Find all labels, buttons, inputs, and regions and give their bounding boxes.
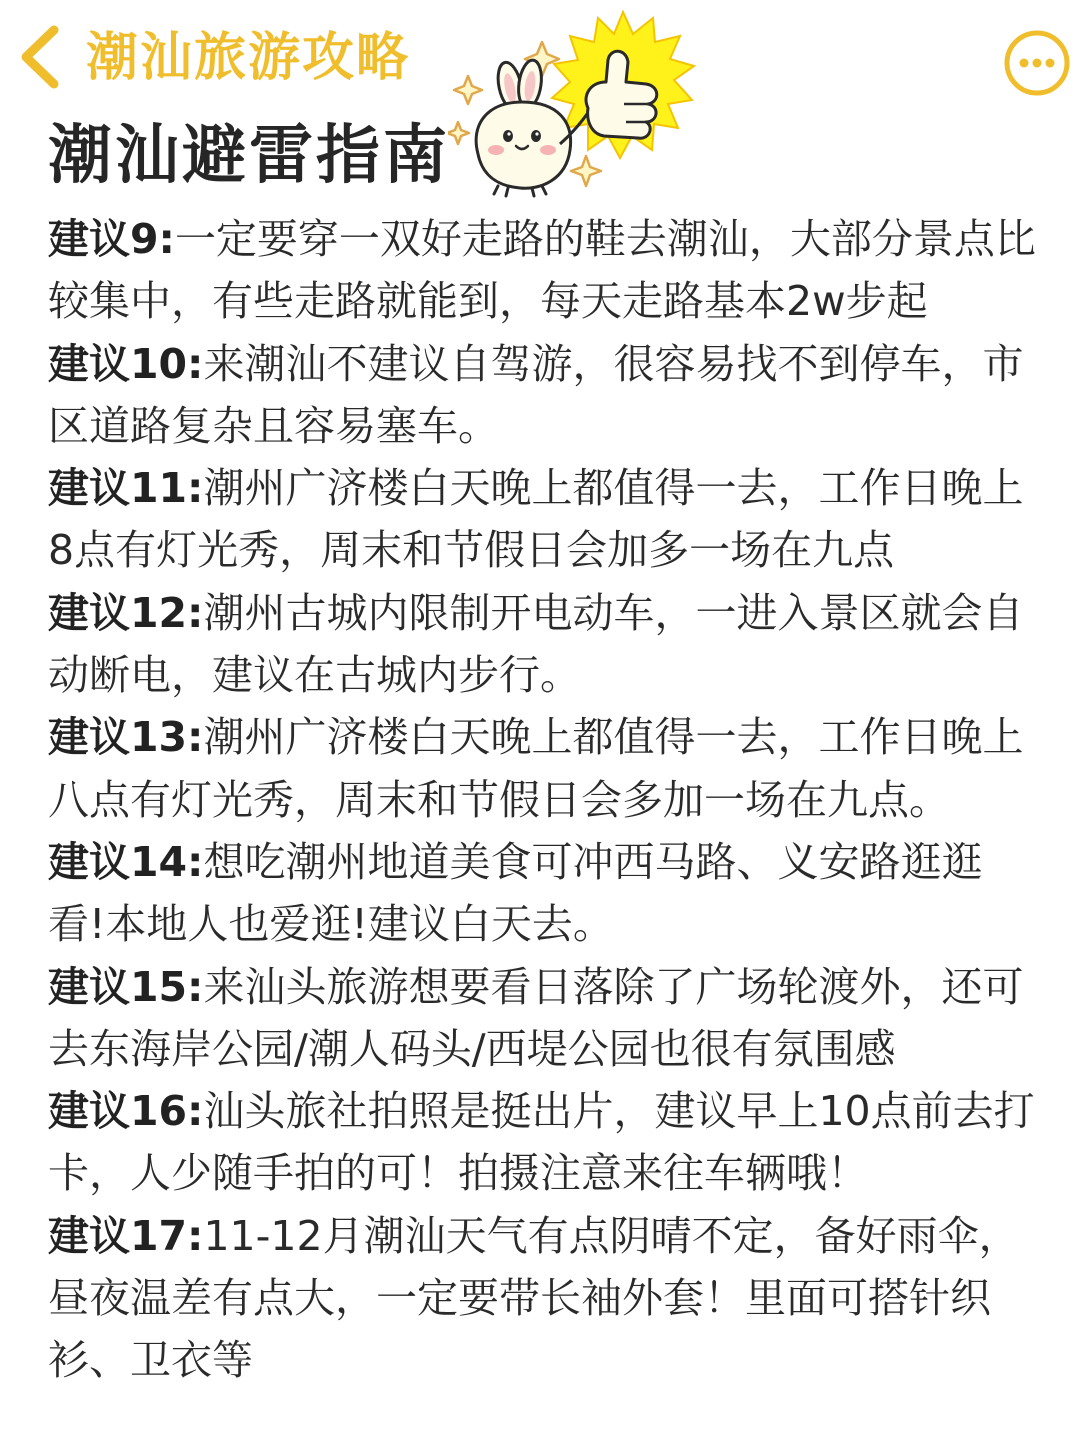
tip-label: 建议15: bbox=[48, 962, 204, 1011]
tip-text: 来潮汕不建议自驾游，很容易找不到停车，市区道路复杂且容易塞车。 bbox=[48, 339, 1024, 450]
tips-list bbox=[48, 208, 1038, 1392]
tip-item bbox=[48, 831, 1038, 956]
tip-text: 汕头旅社拍照是挺出片，建议早上10点前去打卡，人少随手拍的可！拍摄注意来往车辆哦！ bbox=[48, 1087, 1035, 1198]
tip-text: 来汕头旅游想要看日落除了广场轮渡外，还可去东海岸公园/潮人码头/西堤公园也很有氛围感 bbox=[48, 962, 1024, 1073]
tip-item bbox=[48, 333, 1038, 458]
tip-label: 建议9: bbox=[48, 215, 175, 263]
tip-text: 潮州广济楼白天晚上都值得一去，工作日晚上8点有灯光秀，周末和节假日会加多一场在九点 bbox=[48, 464, 1024, 575]
tip-text: 想吃潮州地道美食可冲西马路、义安路逛逛看!本地人也爱逛!建议白天去。 bbox=[48, 837, 983, 949]
tip-item bbox=[48, 582, 1038, 707]
nav-title: 潮汕旅游攻略 bbox=[86, 28, 411, 88]
tip-item bbox=[48, 956, 1038, 1081]
tip-label: 建议16: bbox=[48, 1087, 204, 1136]
tip-item bbox=[48, 1205, 1038, 1392]
tip-label: 建议11: bbox=[48, 464, 204, 513]
page-title: 潮汕避雷指南 bbox=[48, 119, 450, 193]
back-button[interactable] bbox=[14, 22, 68, 92]
tip-item bbox=[48, 1080, 1038, 1205]
tip-text: 潮州广济楼白天晚上都值得一去，工作日晚上八点有灯光秀，周末和节假日会多加一场在九点。 bbox=[48, 713, 1024, 824]
chevron-left-icon bbox=[14, 22, 68, 92]
tip-item bbox=[48, 457, 1038, 582]
tip-label: 建议13: bbox=[48, 713, 204, 762]
tip-item bbox=[48, 706, 1038, 831]
tip-text: 一定要穿一双好走路的鞋去潮汕，大部分景点比较集中，有些走路就能到，每天走路基本2w步起 bbox=[48, 215, 1036, 326]
tip-text: 潮州古城内限制开电动车，一进入景区就会自动断电，建议在古城内步行。 bbox=[48, 588, 1024, 700]
more-horizontal-icon bbox=[1002, 28, 1072, 98]
tip-label: 建议17: bbox=[48, 1211, 204, 1260]
bunny-thumbs-up-sticker bbox=[448, 4, 698, 200]
more-options-button[interactable] bbox=[1002, 28, 1072, 98]
tip-label: 建议12: bbox=[48, 588, 204, 637]
tip-item bbox=[48, 208, 1038, 333]
tip-label: 建议14: bbox=[48, 837, 204, 886]
tip-text: 11-12月潮汕天气有点阴晴不定，备好雨伞，昼夜温差有点大，一定要带长袖外套！里面可搭针织衫、卫衣等 bbox=[48, 1211, 1020, 1385]
tip-label: 建议10: bbox=[48, 339, 204, 388]
